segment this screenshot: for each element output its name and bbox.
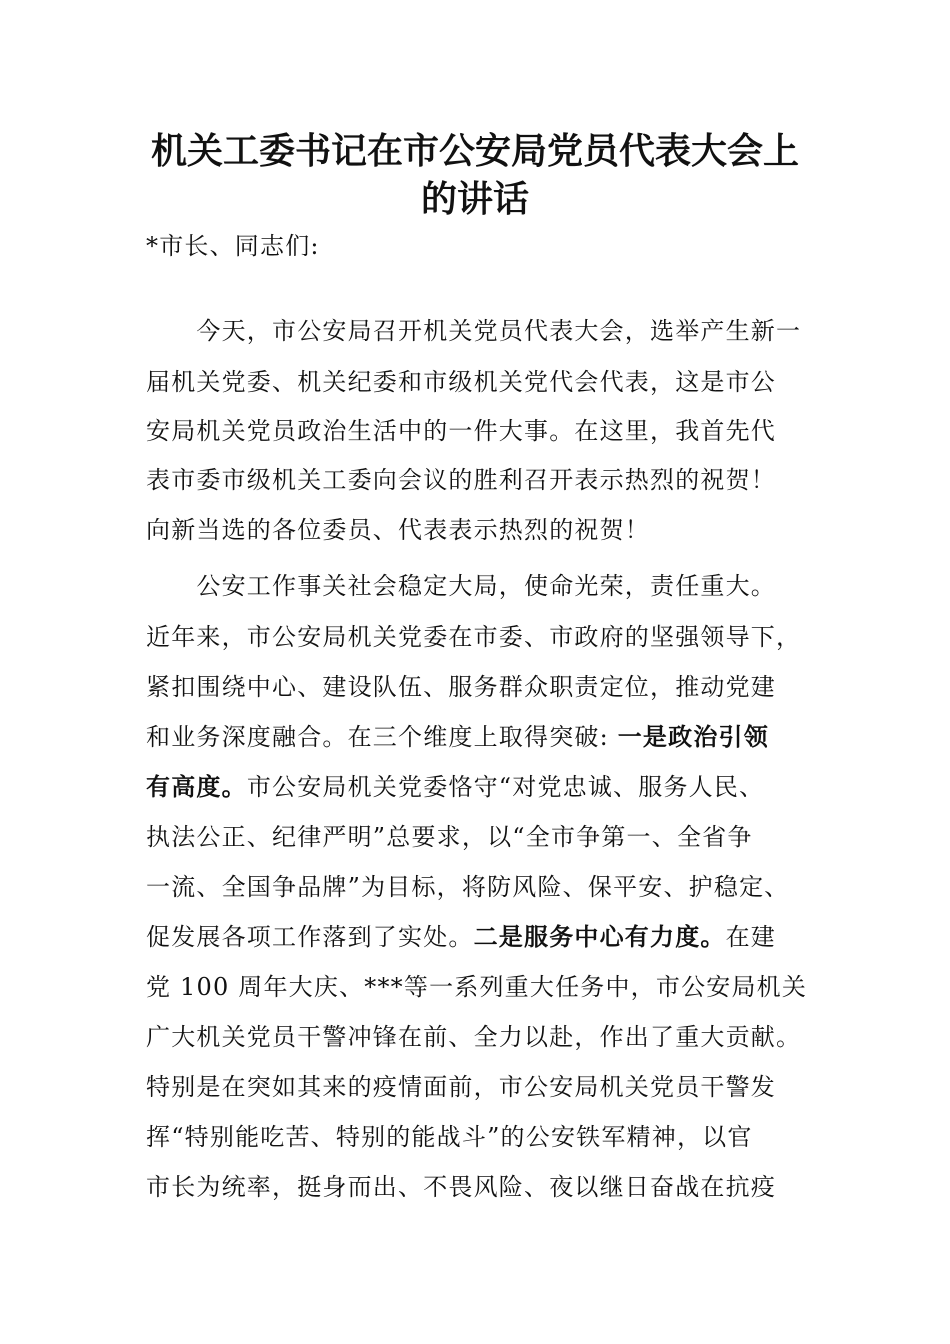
paragraph-1-line: 今天，市公安局召开机关党员代表大会，选举产生新一 (146, 317, 802, 345)
paragraph-2-line: 党 100 周年大庆、***等一系列重大任务中，市公安局机关 (146, 973, 808, 1001)
paragraph-2-line: 一流、全国争品牌”为目标，将防风险、保平安、护稳定、 (146, 873, 790, 901)
document-title-line-2: 的讲话 (420, 178, 529, 220)
paragraph-2-line: 执法公正、纪律严明”总要求，以“全市争第一、全省争 (146, 823, 753, 851)
paragraph-2-line (146, 922, 776, 952)
paragraph-1-line: 届机关党委、机关纪委和市级机关党代会代表，这是市公 (146, 368, 776, 396)
paragraph-2-line: 广大机关党员干警冲锋在前、全力以赴，作出了重大贡献。 (146, 1023, 802, 1051)
paragraph-1-line: 安局机关党员政治生活中的一件大事。在这里，我首先代 (146, 417, 776, 445)
paragraph-1-line: 向新当选的各位委员、代表表示热烈的祝贺！ (146, 516, 650, 544)
plain-text: 和业务深度融合。在三个维度上取得突破: (146, 723, 618, 751)
salutation: *市长、同志们: (146, 232, 320, 260)
paragraph-2-line (146, 772, 764, 802)
bold-heading-1: 一是政治引领 (617, 722, 769, 751)
plain-text: 市公安局机关党委恪守“对党忠诚、服务人民、 (246, 773, 765, 801)
paragraph-2-line: 近年来，市公安局机关党委在市委、市政府的坚强领导下， (146, 623, 802, 651)
paragraph-2-line: 特别是在突如其来的疫情面前，市公安局机关党员干警发 (146, 1073, 776, 1101)
bold-heading-1-end: 有高度。 (146, 772, 247, 801)
paragraph-2-line: 公安工作事关社会稳定大局，使命光荣，责任重大。 (146, 572, 776, 600)
paragraph-2-line: 挥“特别能吃苦、特别的能战斗”的公安铁军精神，以官 (146, 1123, 753, 1151)
document-title-line-1: 机关工委书记在市公安局党员代表大会上 (150, 130, 799, 172)
bold-heading-2: 二是服务中心有力度。 (473, 922, 726, 951)
plain-text: 促发展各项工作落到了实处。 (146, 923, 474, 951)
paragraph-2-line: 紧扣围绕中心、建设队伍、服务群众职责定位，推动党建 (146, 673, 776, 701)
plain-text: 在建 (725, 923, 777, 951)
paragraph-2-line (146, 722, 769, 752)
paragraph-2-line: 市长为统率，挺身而出、不畏风险、夜以继日奋战在抗疫 (146, 1173, 776, 1201)
paragraph-1-line: 表市委市级机关工委向会议的胜利召开表示热烈的祝贺！ (146, 466, 776, 494)
